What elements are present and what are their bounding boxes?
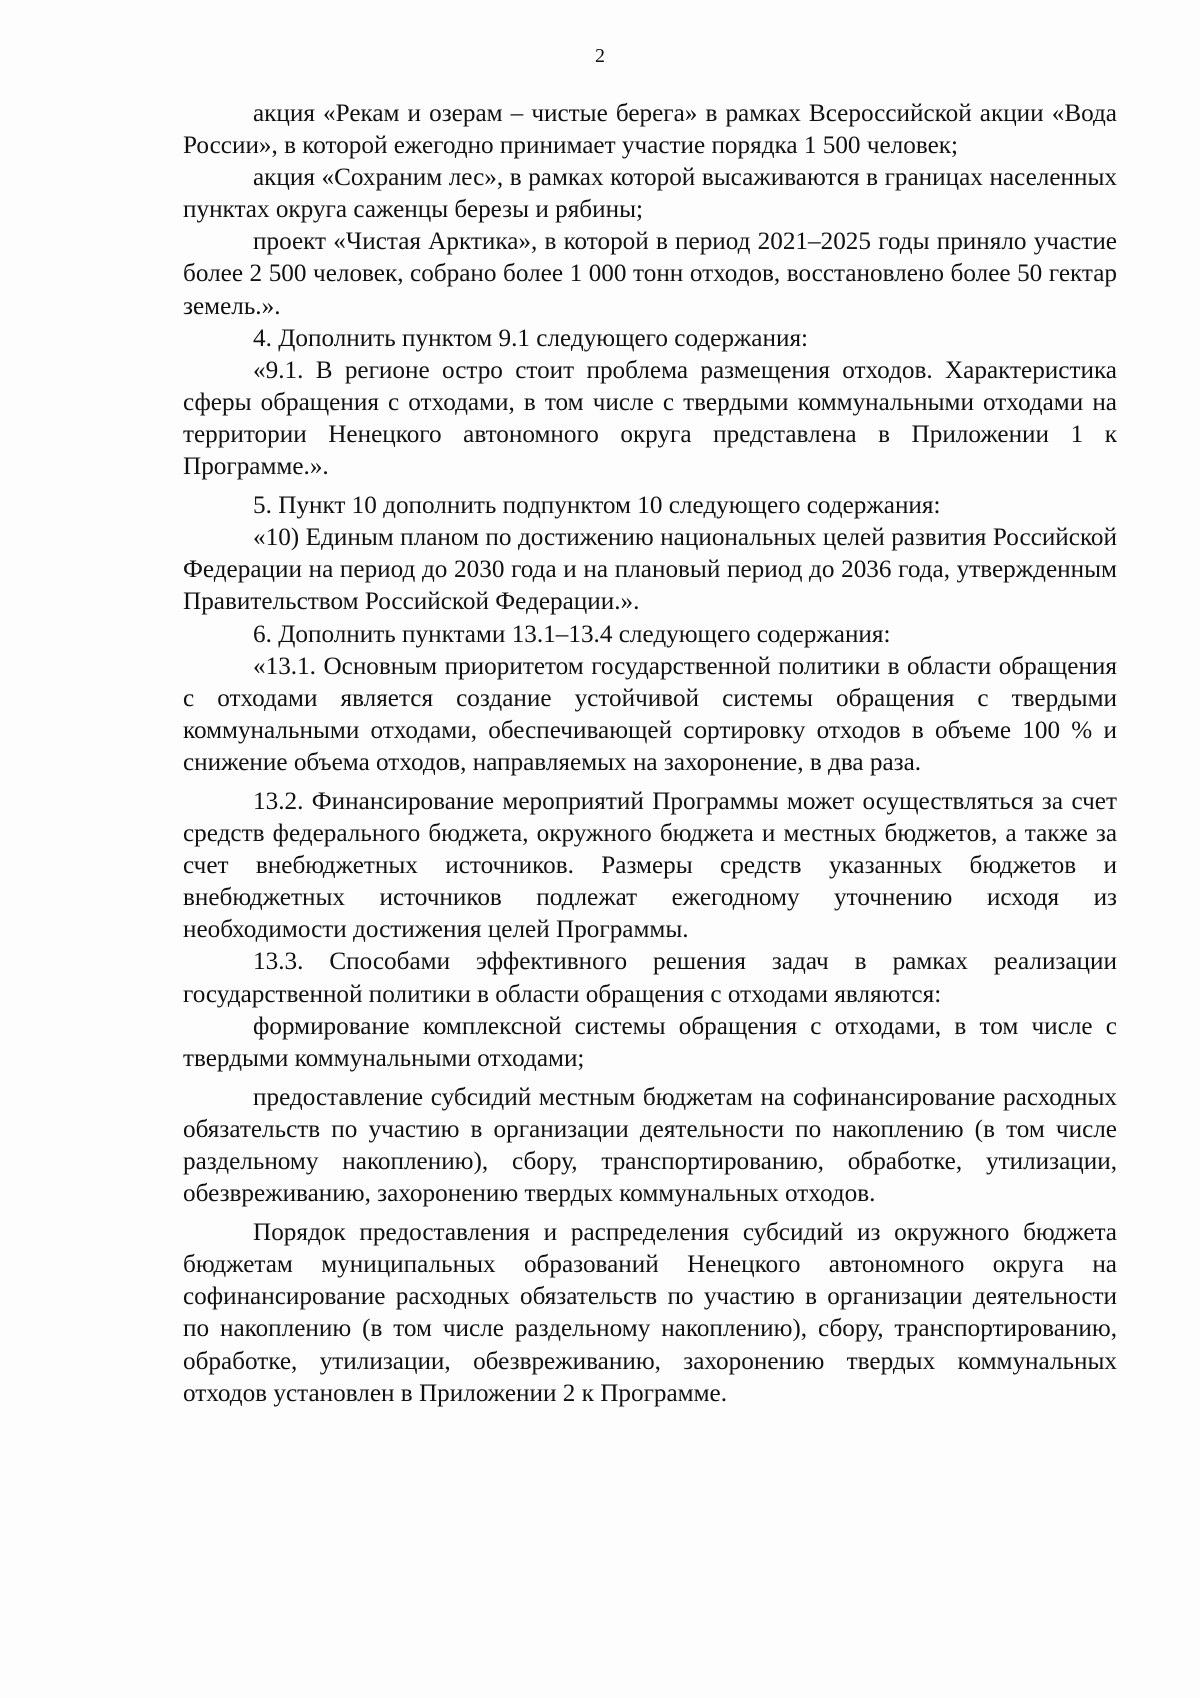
paragraph-subsidy-procedure: Порядок предоставления и распределения субсидий из окружного бюджета бюджетам муниципальных образований Ненецкого автономного округа на софинансирование расходных обязательств по участию в организации деятельности по накоплению (в том числе раздельному накоплению), сбору, транспортированию, обработке, утилизации, обезвреживанию, захоронению твердых коммунальных отходов установлен в Приложении 2 к Программе. [183,1219,1117,1407]
paragraph-project-arctic: проект «Чистая Арктика», в которой в период 2021–2025 годы приняло участие более 2 500 человек, собрано более 1 000 тонн отходов, восстановлено более 50 гектар земель.». [183,228,1117,320]
paragraph-item-4: 4. Дополнить пунктом 9.1 следующего содержания: [253,324,809,352]
paragraph-action-rivers: акция «Рекам и озерам – чистые берега» в рамках Всероссийской акции «Вода России», в которой ежегодно принимает участие порядка 1 500 человек; [183,100,1117,160]
paragraph-clause-13-3: 13.3. Способами эффективного решения задач в рамках реализации государственной политики в области обращения с отходами являются: [183,948,1117,1008]
paragraph-method-subsidies: предоставление субсидий местным бюджетам на софинансирование расходных обязательств по участию в организации деятельности по накоплению (в том числе раздельному накоплению), сбору, транспортированию, обработке, утилизации, обезвреживанию, захоронению твердых коммунальных отходов. [183,1083,1117,1208]
paragraph-clause-13-2: 13.2. Финансирование мероприятий Программы может осуществляться за счет средств федерального бюджета, окружного бюджета и местных бюджетов, а также за счет внебюджетных источников. Размеры средств указанных бюджетов и внебюджетных источников подлежат ежегодному уточнению исходя из необходимости достижения целей Программы. [183,787,1117,944]
paragraph-clause-9-1: «9.1. В регионе остро стоит проблема размещения отходов. Характеристика сферы обращения с отходами, в том числе с твердыми коммунальными отходами на территории Ненецкого автономного округа представлена в Приложении 1 к Программе.». [183,356,1117,481]
paragraph-clause-13-1: «13.1. Основным приоритетом государственной политики в области обращения с отходами является создание устойчивой системы обращения с твердыми коммунальными отходами, обеспечивающей сортировку отходов в объеме 100 % и снижение объема отходов, направляемых на захоронение, в два раза. [183,652,1117,776]
paragraph-subclause-10: «10) Единым планом по достижению национальных целей развития Российской Федерации на период до 2030 года и на плановый период до 2036 года, утвержденным Правительством Российской Федерации.». [183,524,1117,616]
document-body [183,98,1117,1410]
page-number: 2 [595,45,605,67]
paragraph-action-forest: акция «Сохраним лес», в рамках которой высаживаются в границах населенных пунктах округа саженцы березы и рябины; [183,164,1117,224]
paragraph-item-5: 5. Пункт 10 дополнить подпунктом 10 следующего содержания: [253,492,941,520]
paragraph-item-6: 6. Дополнить пунктами 13.1–13.4 следующего содержания: [253,620,891,648]
paragraph-method-system: формирование комплексной системы обращения с отходами, в том числе с твердыми коммунальными отходами; [183,1012,1117,1072]
